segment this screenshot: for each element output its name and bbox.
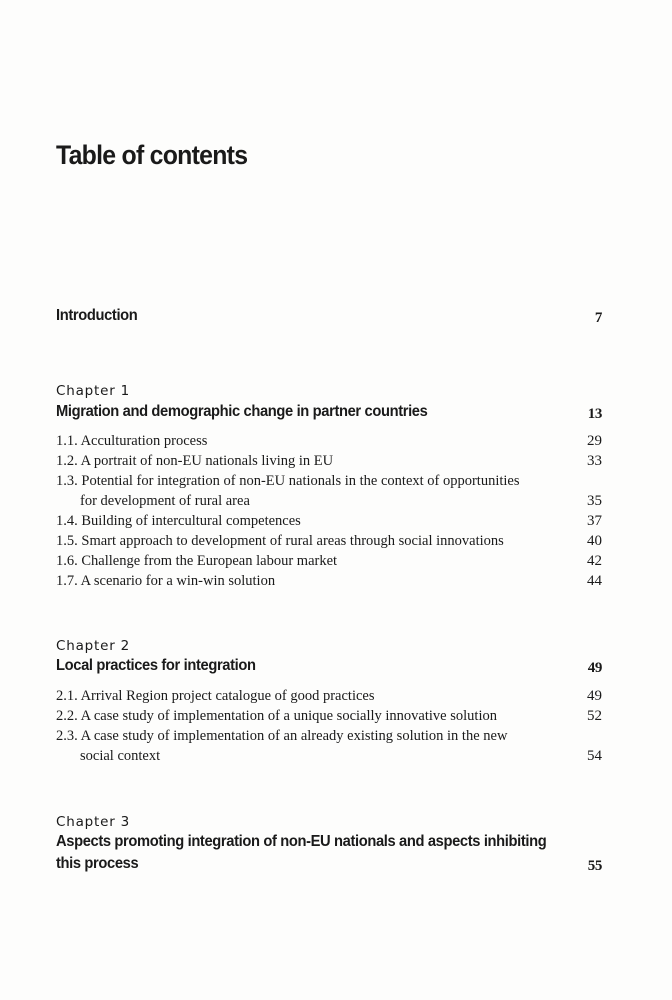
toc-section: [56, 553, 602, 570]
page-number: 13: [587, 406, 602, 422]
section-title: 2.3. A case study of implementation of an already existing solution in the new: [56, 728, 508, 744]
toc-section: [56, 453, 602, 470]
chapter-title: Migration and demographic change in partner countries: [56, 403, 428, 420]
page-number: 7: [594, 310, 602, 326]
page-number: 49: [587, 688, 602, 704]
chapter-heading-continuation: [56, 855, 602, 873]
toc-section-continuation: [56, 748, 602, 765]
section-title: 1.2. A portrait of non-EU nationals living in EU: [56, 453, 334, 469]
toc-section: [56, 688, 602, 705]
page-number: 37: [587, 513, 602, 529]
page-number: 40: [587, 533, 602, 549]
toc-section: [56, 573, 602, 590]
page-number: 29: [587, 433, 602, 449]
toc-section: [56, 513, 602, 530]
page-number: 52: [587, 708, 602, 724]
toc-section: [56, 708, 602, 725]
page-number: 35: [587, 493, 602, 509]
section-title-continued: for development of rural area: [80, 493, 250, 509]
section-title-continued: social context: [80, 748, 161, 764]
page-number: 33: [587, 453, 602, 469]
chapter-title: Aspects promoting integration of non-EU nationals and aspects inhibiting: [56, 833, 547, 850]
section-title: 2.2. A case study of implementation of a unique socially innovative solution: [56, 708, 497, 724]
page-number: 42: [587, 553, 602, 569]
chapter-label: Chapter 2: [56, 638, 131, 654]
section-title: 1.3. Potential for integration of non-EU nationals in the context of opportunities: [56, 473, 520, 489]
section-title: 1.1. Acculturation process: [56, 433, 208, 449]
section-title: 1.6. Challenge from the European labour market: [56, 553, 338, 569]
chapter-heading: [56, 657, 602, 675]
toc-section: [56, 728, 602, 745]
toc-section-continuation: [56, 493, 602, 510]
chapter-label: Chapter 3: [56, 814, 131, 830]
page-number: 49: [587, 660, 602, 676]
chapter-title-continued: this process: [56, 855, 139, 872]
chapter-label: Chapter 1: [56, 383, 131, 399]
toc-section: [56, 433, 602, 450]
page-number: 55: [587, 858, 602, 874]
section-title: 2.1. Arrival Region project catalogue of good practices: [56, 688, 375, 704]
page-title: Table of contents: [56, 140, 248, 170]
chapter-title: Local practices for integration: [56, 657, 256, 674]
section-title: 1.5. Smart approach to development of rural areas through social innovations: [56, 533, 504, 549]
entry-title: Introduction: [56, 307, 138, 324]
toc-entry-introduction: [56, 307, 602, 325]
chapter-heading: [56, 833, 602, 851]
chapter-heading: [56, 403, 602, 421]
section-title: 1.7. A scenario for a win-win solution: [56, 573, 276, 589]
toc-section: [56, 473, 602, 490]
toc-section: [56, 533, 602, 550]
page-number: 54: [587, 748, 602, 764]
page-number: 44: [587, 573, 602, 589]
section-title: 1.4. Building of intercultural competences: [56, 513, 301, 529]
